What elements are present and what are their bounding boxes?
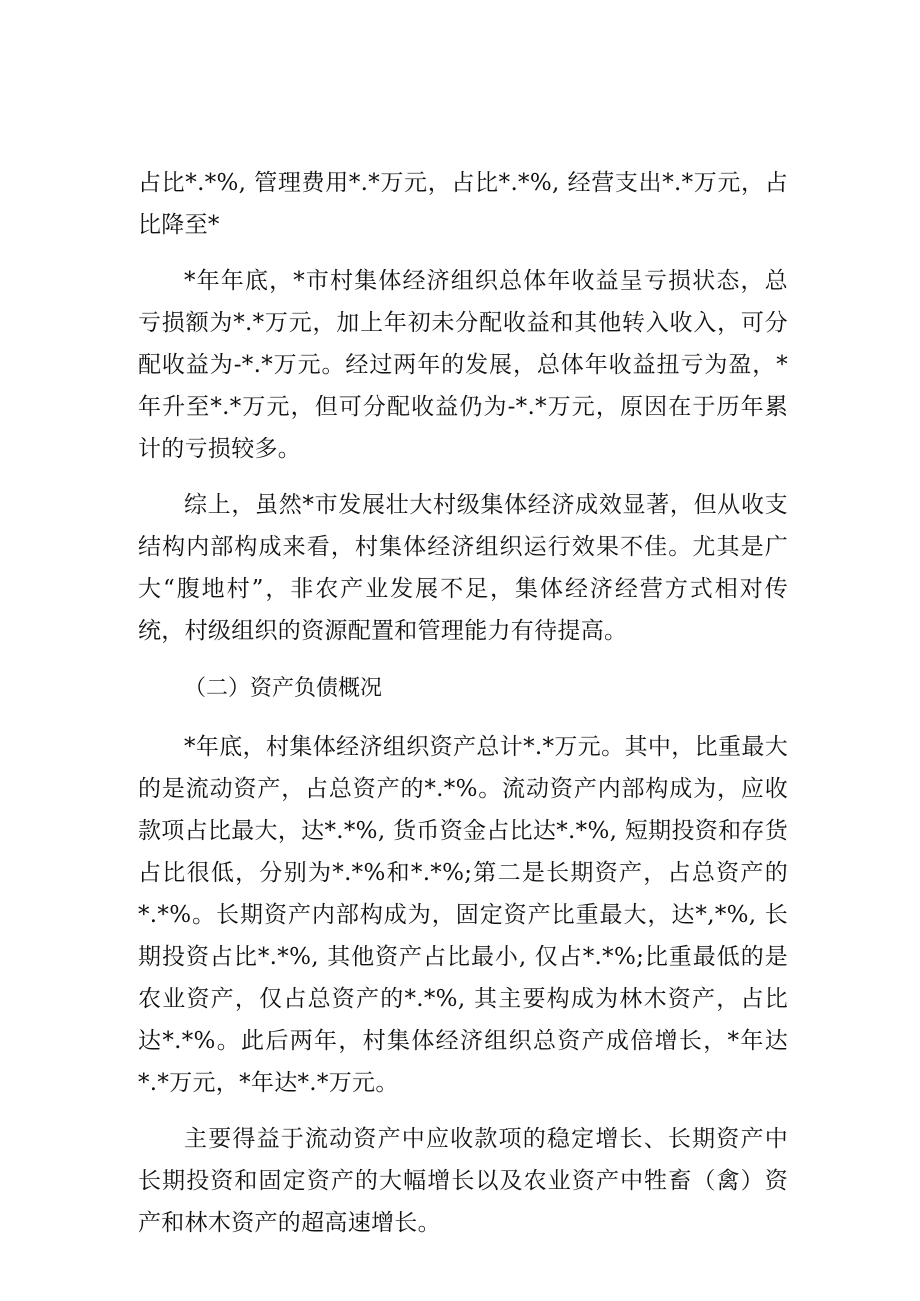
paragraph-annual-income: *年年底，*市村集体经济组织总体年收益呈亏损状态，总亏损额为*.*万元，加上年初未分配收益和其他转入收入，可分配收益为-*.*万元。经过两年的发展，总体年收益扭亏为盈，*年升至*.*万元，但可分配收益仍为-*.*万元，原因在于历年累计的亏损较多。 — [138, 268, 788, 462]
section-heading-assets-liabilities: （二）资产负债概况 — [184, 676, 383, 701]
paragraph-expense-continuation: 占比*.*%, 管理费用*.*万元，占比*.*%, 经营支出*.*万元，占比降至* — [138, 170, 788, 238]
document-page — [138, 162, 788, 1244]
paragraph-summary: 综上，虽然*市发展壮大村级集体经济成效显著，但从收支结构内部构成来看，村集体经济组织运行效果不佳。尤其是广大“腹地村”，非农产业发展不足，集体经济经营方式相对传统，村级组织的资源配置和管理能力有待提高。 — [138, 492, 788, 644]
paragraph-growth-reasons: 主要得益于流动资产中应收款项的稳定增长、长期资产中长期投资和固定资产的大幅增长以及农业资产中牲畜（禽）资产和林木资产的超高速增长。 — [138, 1126, 788, 1236]
paragraph-asset-structure: *年底，村集体经济组织资产总计*.*万元。其中，比重最大的是流动资产，占总资产的*.*%。流动资产内部构成为，应收款项占比最大，达*.*%, 货币资金占比达*.*%, 短期投资和存货占比很低，分别为*.*%和*.*%;第二是长期资产，占总资产的*.*%。长期资产内部构成为，固定资产比重最大，达*,*%, 长期投资占比*.*%, 其他资产占比最小, 仅占*.*%;比重最低的是农业资产，仅占总资产的*.*%, 其主要构成为林木资产，占比达*.*%。此后两年，村集体经济组织总资产成倍增长，*年达*.*万元，*年达*.*万元。 — [138, 734, 788, 1096]
